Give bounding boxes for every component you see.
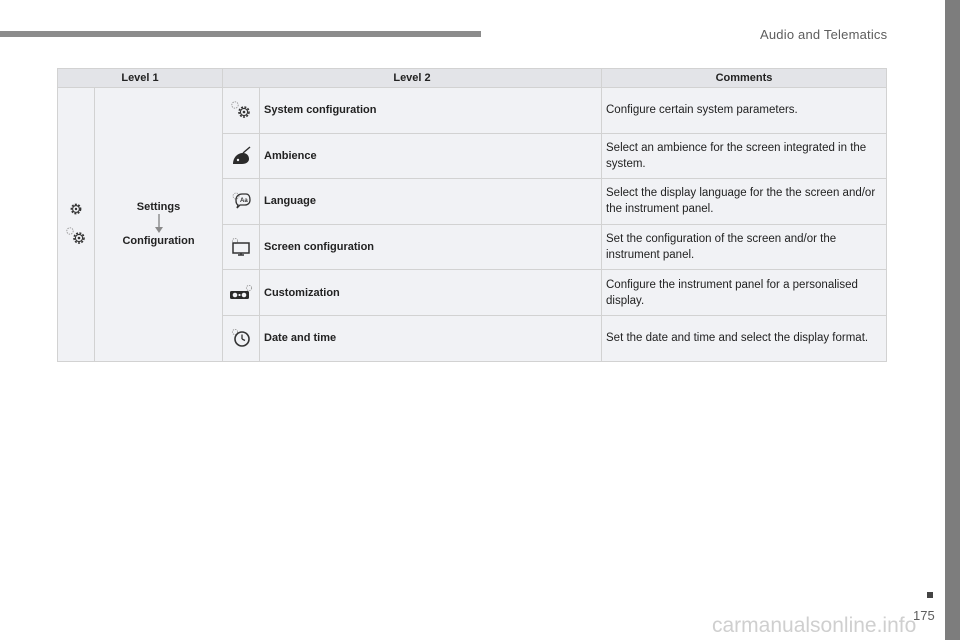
clock-icon — [230, 328, 252, 348]
row-name: Language — [260, 179, 602, 225]
row-name: Screen configuration — [260, 224, 602, 270]
instrument-panel-icon — [229, 284, 253, 302]
screen-icon — [230, 237, 252, 257]
row-icon-cell — [223, 315, 260, 361]
level1-icon-cell — [58, 88, 95, 362]
section-title: Audio and Telematics — [760, 27, 888, 42]
arrow-down-icon — [155, 214, 163, 234]
gear-configure-icon — [229, 100, 253, 120]
row-icon-cell — [223, 270, 260, 316]
row-comment: Set the configuration of the screen and/or the instrument panel. — [602, 224, 887, 270]
column-header-level1: Level 1 — [58, 69, 223, 88]
level1-label-cell — [95, 88, 223, 362]
row-comment: Configure certain system parameters. — [602, 88, 887, 134]
watermark: carmanualsonline.info — [712, 614, 917, 637]
ambience-icon — [230, 145, 252, 167]
row-comment: Select the display language for the the screen and/or the instrument panel. — [602, 179, 887, 225]
row-name: Ambience — [260, 133, 602, 179]
level1-label-configuration: Configuration — [122, 235, 195, 248]
page-edge-bar — [945, 0, 960, 640]
row-icon-cell — [223, 133, 260, 179]
header-rule — [0, 31, 481, 37]
row-comment: Select an ambience for the screen integrated in the system. — [602, 133, 887, 179]
row-comment: Set the date and time and select the display format. — [602, 315, 887, 361]
row-name: System configuration — [260, 88, 602, 134]
row-name: Customization — [260, 270, 602, 316]
row-icon-cell — [223, 224, 260, 270]
settings-table — [57, 68, 887, 362]
page-number: 175 — [913, 608, 935, 623]
table-row — [58, 88, 887, 134]
language-icon — [230, 191, 252, 211]
row-name: Date and time — [260, 315, 602, 361]
gear-configure-icon — [64, 226, 88, 246]
gear-icon — [69, 202, 83, 216]
svg-text:Aa: Aa — [240, 198, 248, 205]
row-icon-cell — [223, 179, 260, 225]
column-header-comments: Comments — [602, 69, 887, 88]
table-header-row — [58, 69, 887, 88]
row-icon-cell — [223, 88, 260, 134]
page-bullet — [927, 592, 933, 598]
row-comment: Configure the instrument panel for a personalised display. — [602, 270, 887, 316]
column-header-level2: Level 2 — [223, 69, 602, 88]
level1-label-settings: Settings — [136, 201, 181, 214]
